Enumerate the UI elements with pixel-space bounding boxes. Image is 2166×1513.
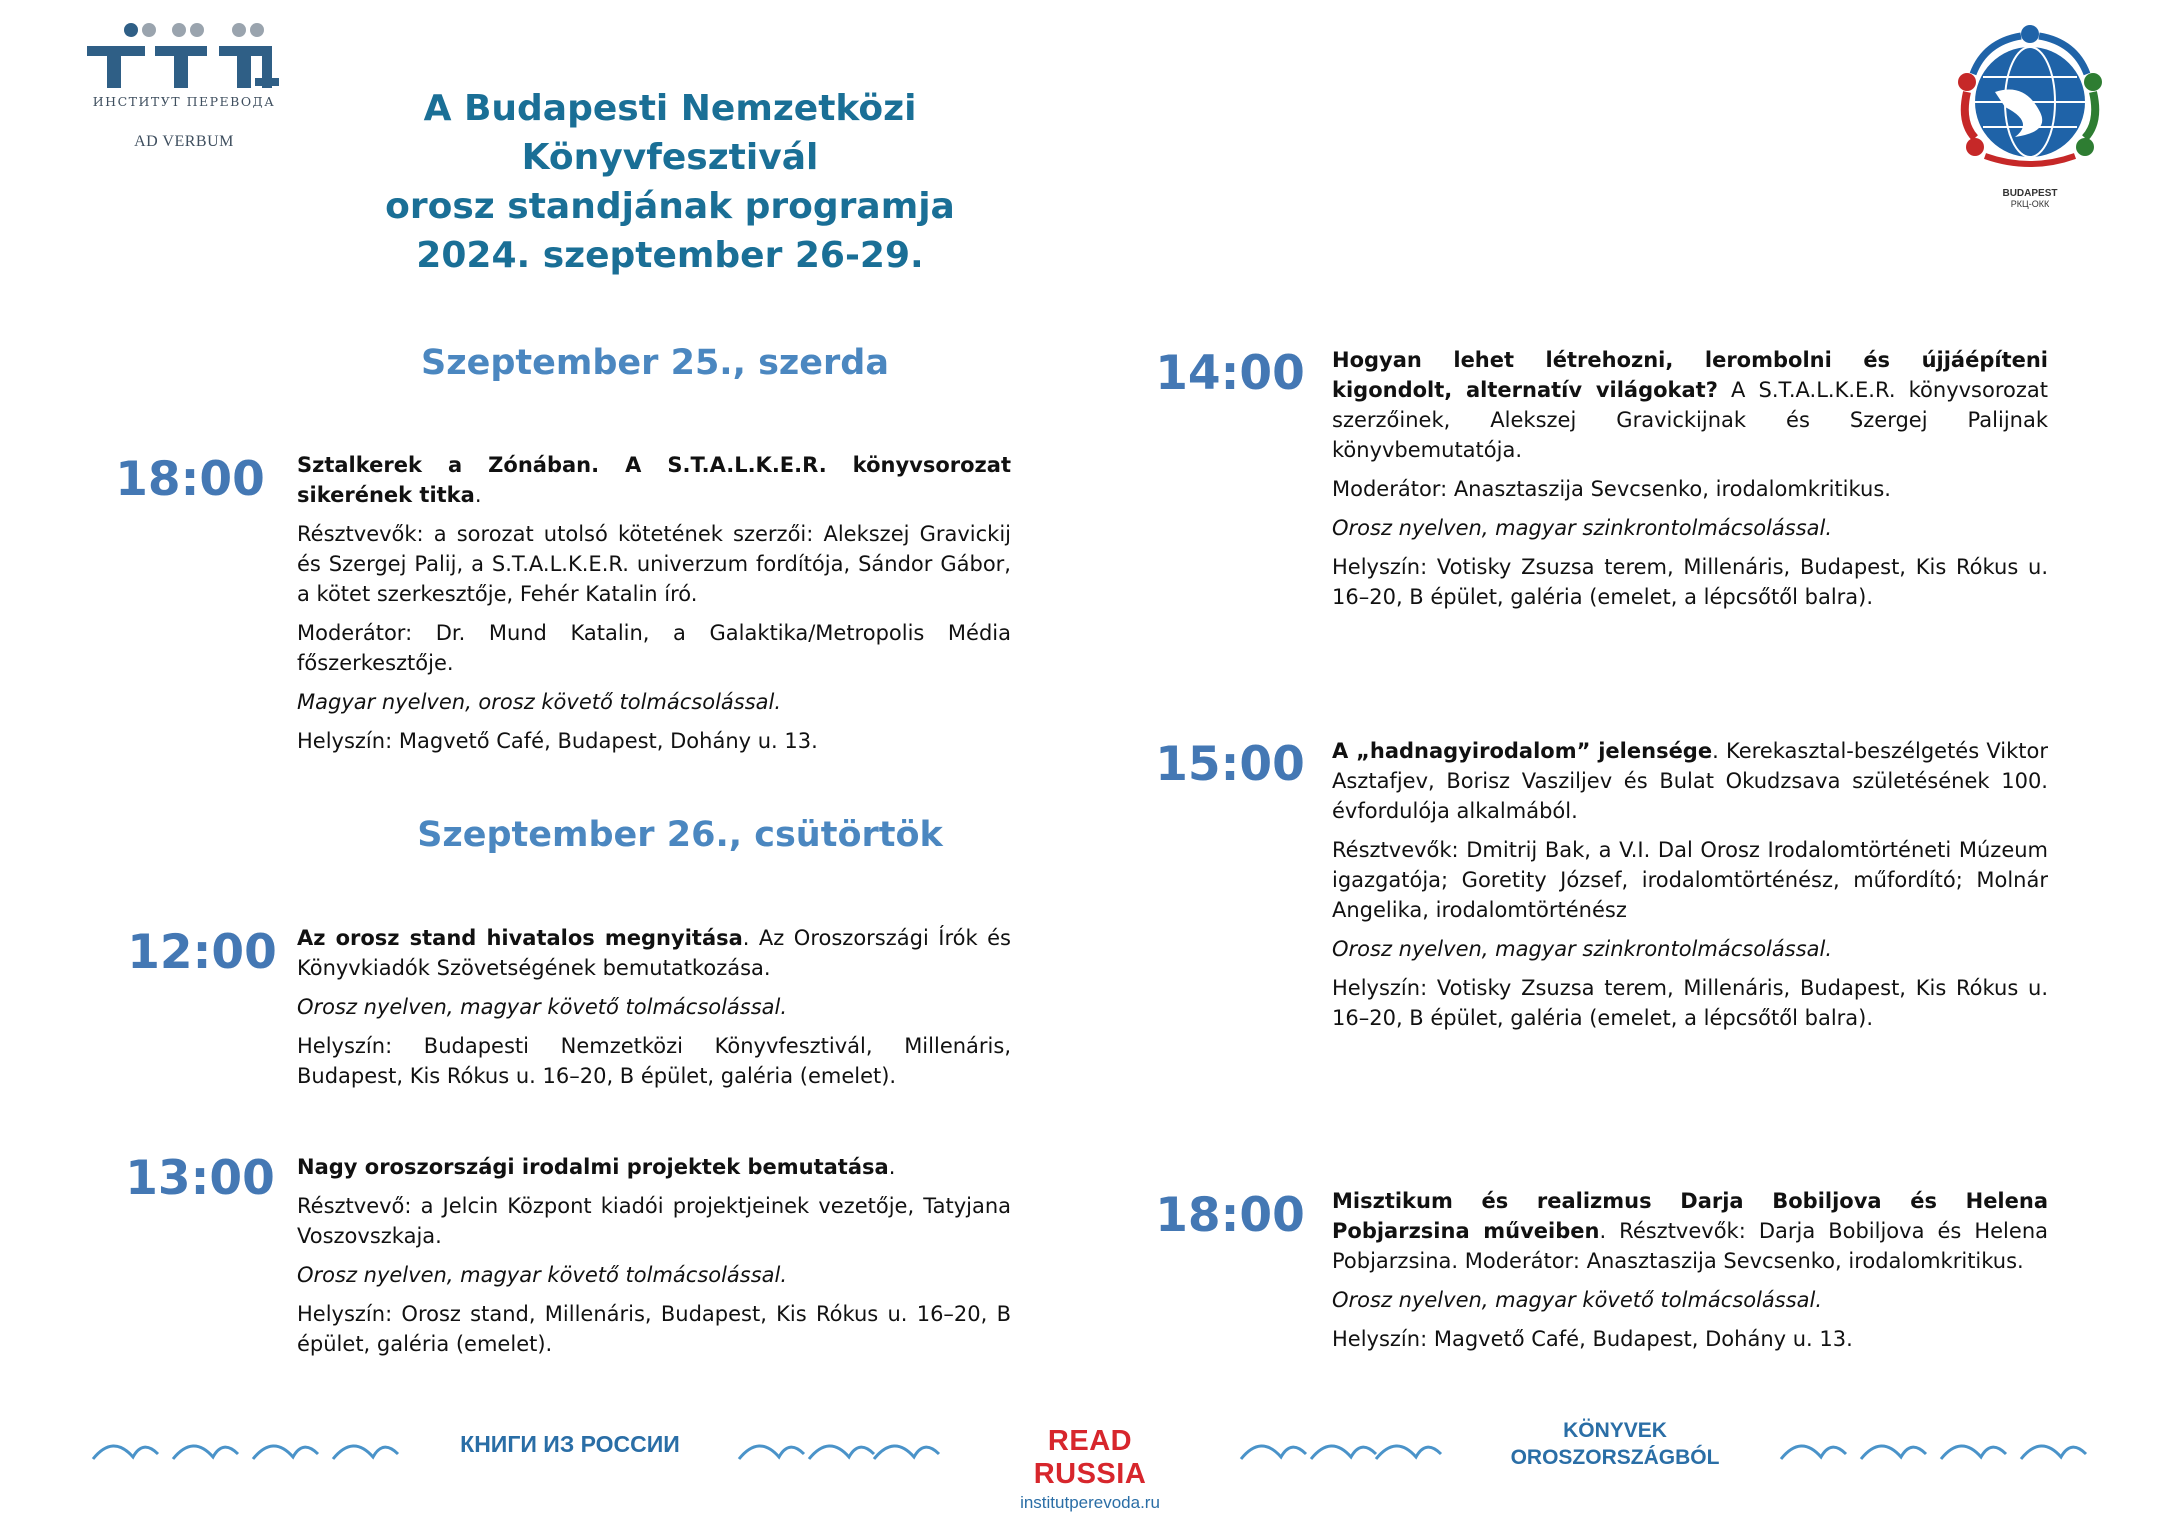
institute-logo: [74, 20, 294, 170]
event-desc: . Az Oroszországi Írók és Könyvkiadók Szövetségének bemutatkozása.: [297, 926, 1011, 980]
event-participants: Résztvevők: Dmitrij Bak, a V.I. Dal Orosz Irodalomtörténeti Múzeum igazgatója; Goretity József, irodalomtörténész, műfordító; Molnár Angelika, irodalomtörténész: [1332, 838, 2048, 922]
page-title: [300, 84, 1040, 280]
event-language: Orosz nyelven, magyar követő tolmácsolással.: [297, 1263, 788, 1287]
ornament-icon: [1236, 1429, 1444, 1469]
read-russia-title: READ RUSSIA: [1033, 1425, 1147, 1490]
event-hadnagyirodalom: [1332, 736, 2048, 1042]
event-moderator: Moderátor: Dr. Mund Katalin, a Galaktika/Metropolis Média főszerkesztője.: [297, 621, 1011, 675]
event-language: Magyar nyelven, orosz követő tolmácsolással.: [297, 690, 782, 714]
event-desc: . Résztvevők: Darja Bobiljova és Helena Pobjarzsina. Moderátor: Anasztaszija Sevcsenko, irodalomkritikus.: [1332, 1219, 2048, 1273]
footer-books-ru: КНИГИ ИЗ РОССИИ: [460, 1431, 680, 1457]
title-line-1: A Budapesti Nemzetközi Könyvfesztivál: [423, 88, 917, 178]
event-language: Orosz nyelven, magyar követő tolmácsolással.: [1332, 1288, 1823, 1312]
event-time: 18:00: [1155, 1188, 1305, 1243]
event-title: Misztikum és realizmus Darja Bobiljova és Helena Pobjarzsina műveiben: [1332, 1189, 2048, 1243]
event-participants: Résztvevők: a sorozat utolsó kötetének szerzői: Alekszej Gravickij és Szergej Palij, a S.T.A.L.K.E.R. univerzum fordítója, Sándor Gábor, a kötet szerkesztője, Fehér Katalin író.: [297, 522, 1011, 606]
event-desc: A S.T.A.L.K.E.R. könyvsorozat szerzőinek, Alekszej Gravickijnak és Szergej Palijnak könyvbemutatója.: [1332, 378, 2048, 462]
event-participants: Résztvevő: a Jelcin Központ kiadói projektjeinek vezetője, Tatyjana Voszovszkaja.: [297, 1194, 1011, 1248]
footer: [0, 1415, 2166, 1512]
event-language: Orosz nyelven, magyar szinkrontolmácsolással.: [1332, 937, 1833, 961]
event-title: Nagy oroszországi irodalmi projektek bemutatása: [297, 1155, 889, 1179]
rkc-logo: [1955, 22, 2105, 222]
rkc-logo-caption: BUDAPEST: [2002, 188, 2058, 199]
title-line-3: 2024. szeptember 26-29.: [416, 235, 924, 276]
event-language: Orosz nyelven, magyar követő tolmácsolással.: [297, 995, 788, 1019]
event-moderator: Moderátor: Anasztaszija Sevcsenko, irodalomkritikus.: [1332, 477, 1891, 501]
event-opening: [297, 923, 1011, 1100]
event-venue: Helyszín: Orosz stand, Millenáris, Budapest, Kis Rókus u. 16–20, B épület, galéria (emelet).: [297, 1302, 1011, 1356]
ornament-icon: [88, 1429, 404, 1469]
footer-books-hu-line2: OROSZORSZÁGBÓL: [1510, 1446, 1720, 1469]
globe-dove-icon: [1955, 22, 2105, 182]
ornament-icon: [734, 1429, 942, 1469]
event-title: A „hadnagyirodalom” jelensége: [1332, 739, 1713, 763]
event-time: 15:00: [1155, 737, 1305, 792]
event-language: Orosz nyelven, magyar szinkrontolmácsolással.: [1332, 516, 1833, 540]
event-title-tail: .: [474, 483, 482, 507]
footer-books-hu-line1: KÖNYVEK: [1563, 1419, 1667, 1442]
event-time: 14:00: [1155, 346, 1305, 401]
institute-name: ИНСТИТУТ ПЕРЕВОДА: [92, 94, 276, 109]
event-time: 13:00: [125, 1151, 275, 1206]
footer-url[interactable]: institutperevoda.ru: [1020, 1493, 1160, 1512]
event-title: Az orosz stand hivatalos megnyitása: [297, 926, 743, 950]
institute-figures-icon: [79, 20, 289, 90]
event-venue: Helyszín: Votisky Zsuzsa terem, Millenáris, Budapest, Kis Rókus u. 16–20, B épület, galéria (emelet, a lépcsőtől balra).: [1332, 976, 2048, 1030]
event-venue: Helyszín: Magvető Café, Budapest, Dohány u. 13.: [297, 729, 818, 753]
event-sztalkerek: [297, 450, 1011, 765]
event-title-tail: .: [888, 1155, 896, 1179]
event-desc: . Kerekasztal-beszélgetés Viktor Asztafjev, Borisz Vasziljev és Bulat Okudzsava születésének 100. évfordulója alkalmából.: [1332, 739, 2048, 823]
title-line-2: orosz standjának programja: [385, 186, 955, 227]
ornament-icon: [1776, 1429, 2092, 1469]
event-time: 12:00: [127, 925, 277, 980]
event-venue: Helyszín: Votisky Zsuzsa terem, Millenáris, Budapest, Kis Rókus u. 16–20, B épület, galéria (emelet, a lépcsőtől balra).: [1332, 555, 2048, 609]
rkc-logo-subcaption: РКЦ-ОКК: [2010, 199, 2050, 209]
day-heading-sep-26: Szeptember 26., csütörtök: [417, 815, 943, 855]
event-venue: Helyszín: Budapesti Nemzetközi Könyvfesztivál, Millenáris, Budapest, Kis Rókus u. 16–20, B épület, galéria (emelet).: [297, 1034, 1011, 1088]
event-title: Sztalkerek a Zónában. A S.T.A.L.K.E.R. könyvsorozat sikerének titka: [297, 453, 1011, 507]
event-misztikum: [1332, 1186, 2048, 1363]
event-title: Hogyan lehet létrehozni, lerombolni és újjáépíteni kigondolt, alternatív világokat?: [1332, 348, 2048, 402]
institute-sub: AD VERBUM: [134, 133, 234, 150]
day-heading-sep-25: Szeptember 25., szerda: [421, 343, 889, 383]
event-projects: [297, 1152, 1011, 1368]
footer-books-hu: [1500, 1417, 1730, 1471]
event-time: 18:00: [115, 452, 265, 507]
event-venue: Helyszín: Magvető Café, Budapest, Dohány u. 13.: [1332, 1327, 1853, 1351]
event-worlds: [1332, 345, 2048, 621]
